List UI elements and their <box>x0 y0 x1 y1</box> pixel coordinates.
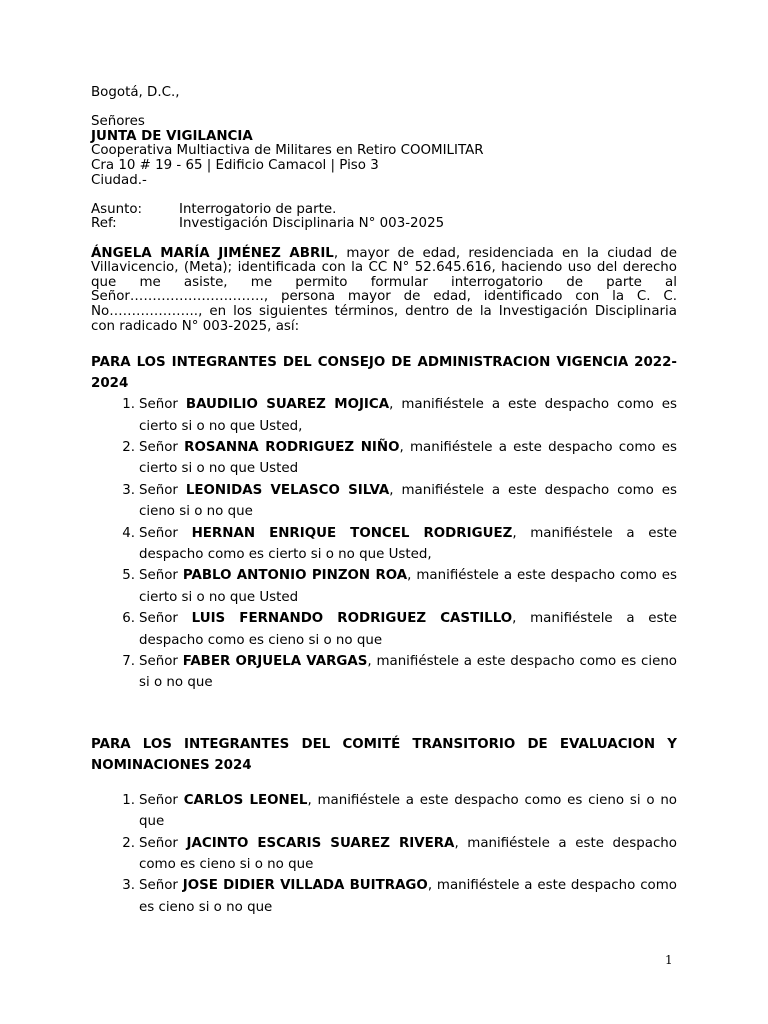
list-item <box>91 523 677 566</box>
reference-line <box>91 217 677 232</box>
item-name: CARLOS LEONEL <box>183 792 308 808</box>
list-number: 5. <box>122 568 135 584</box>
list-item-text <box>139 480 677 523</box>
item-text: , manifiéstele a este despacho como es cieno si o no que <box>139 835 677 872</box>
list-item <box>91 480 677 523</box>
list-item <box>91 565 677 608</box>
item-name: JOSE DIDIER VILLADA BUITRAGO <box>182 878 428 894</box>
item-text: , manifiéstele a este despacho como es cierto si o no que Usted, <box>139 525 677 562</box>
list-item <box>91 651 677 694</box>
city-ref: Ciudad.- <box>91 172 147 188</box>
list-item-text <box>139 608 677 651</box>
intro-name: ÁNGELA MARÍA JIMÉNEZ ABRIL <box>91 245 334 261</box>
list-item <box>91 790 677 833</box>
item-prefix: Señor <box>139 397 186 413</box>
list-number: 2. <box>122 835 135 851</box>
item-text: , manifiéstele a este despacho como es cieno si o no que <box>139 878 677 915</box>
item-text: , manifiéstele a este despacho como es cierto si o no que Usted <box>139 439 678 477</box>
item-prefix: Señor <box>139 792 184 808</box>
list-item <box>91 833 677 876</box>
list-item-text <box>139 833 677 876</box>
item-text: , manifiéstele a este despacho como es cieno si o no que <box>139 611 677 648</box>
list-number: 2. <box>122 439 135 455</box>
item-name: FABER ORJUELA VARGAS <box>182 653 368 669</box>
list-number: 7. <box>122 653 135 669</box>
list-item-text <box>139 565 677 608</box>
list-item-text <box>139 437 677 480</box>
item-prefix: Señor <box>139 835 187 851</box>
list-number: 3. <box>122 878 135 894</box>
item-prefix: Señor <box>139 653 183 669</box>
salutation: Señores <box>91 114 145 130</box>
list-item-text <box>139 875 677 918</box>
page-number: 1 <box>665 953 673 967</box>
list-item <box>91 875 677 918</box>
section1-heading: PARA LOS INTEGRANTES DEL CONSEJO DE ADMINISTRACION VIGENCIA 2022-2024 <box>91 355 677 392</box>
item-name: JACINTO ESCARIS SUAREZ RIVERA <box>186 835 455 851</box>
item-name: ROSANNA RODRIGUEZ NIÑO <box>184 439 400 455</box>
list-number: 6. <box>122 611 135 627</box>
address: Cra 10 # 19 - 65 | Edificio Camacol | Piso 3 <box>91 157 379 173</box>
list-item <box>91 394 677 437</box>
item-text: , manifiéstele a este despacho como es cierto si o no que Usted, <box>139 397 677 434</box>
section2-heading: PARA LOS INTEGRANTES DEL COMITÉ TRANSITORIO DE EVALUACION Y NOMINACIONES 2024 <box>91 736 677 773</box>
list-item-text <box>139 651 677 694</box>
subject-label: Asunto: <box>91 201 143 217</box>
item-name: BAUDILIO SUAREZ MOJICA <box>185 397 390 413</box>
list-number: 3. <box>122 482 135 498</box>
item-text: , manifiéstele a este despacho como es cieno si o no que <box>139 482 677 520</box>
organization: Cooperativa Multiactiva de Militares en Retiro COOMILITAR <box>91 143 484 159</box>
list-number: 1. <box>122 792 135 808</box>
subject-value: Interrogatorio de parte. <box>179 201 337 217</box>
reference-label: Ref: <box>91 216 117 232</box>
list-number: 4. <box>122 525 135 541</box>
item-prefix: Señor <box>139 611 192 627</box>
item-prefix: Señor <box>139 525 192 541</box>
item-name: LEONIDAS VELASCO SILVA <box>185 482 390 498</box>
item-name: LUIS FERNANDO RODRIGUEZ CASTILLO <box>191 611 513 627</box>
list-item-text <box>139 394 677 437</box>
city-line: Bogotá, D.C., <box>91 85 180 100</box>
list-item-text <box>139 523 677 566</box>
list-item <box>91 437 677 480</box>
list-item <box>91 608 677 651</box>
item-name: PABLO ANTONIO PINZON ROA <box>182 568 408 584</box>
recipient: JUNTA DE VIGILANCIA <box>91 128 253 144</box>
reference-value: Investigación Disciplinaria N° 003-2025 <box>179 216 445 232</box>
item-prefix: Señor <box>139 439 185 455</box>
list-number: 1. <box>122 397 135 413</box>
item-text: , manifiéstele a este despacho como es cierto si o no que Usted <box>139 568 677 605</box>
section2-list <box>91 790 677 918</box>
item-prefix: Señor <box>139 878 183 894</box>
item-prefix: Señor <box>139 568 183 584</box>
item-text: , manifiéstele a este despacho como es cieno si o no que <box>139 792 677 830</box>
item-prefix: Señor <box>139 482 186 498</box>
intro-text: , mayor de edad, residenciada en la ciudad de Villavicencio, (Meta); identificada con la CC N° 52.645.616, haciendo uso del derecho que me asiste, me permito formular interrogatorio de parte al Señor…………………………, persona mayor de edad, identificado con la C. C. No……………….., en los siguientes términos, dentro de la Investigación Disciplinaria con radicado N° 003-2025, así: <box>91 245 677 334</box>
list-item-text <box>139 790 677 833</box>
intro-paragraph <box>91 247 677 335</box>
section1-list <box>91 394 677 694</box>
item-text: , manifiéstele a este despacho como es cieno si o no que <box>139 653 678 691</box>
letter-body <box>91 86 677 918</box>
item-name: HERNAN ENRIQUE TONCEL RODRIGUEZ <box>191 525 513 541</box>
